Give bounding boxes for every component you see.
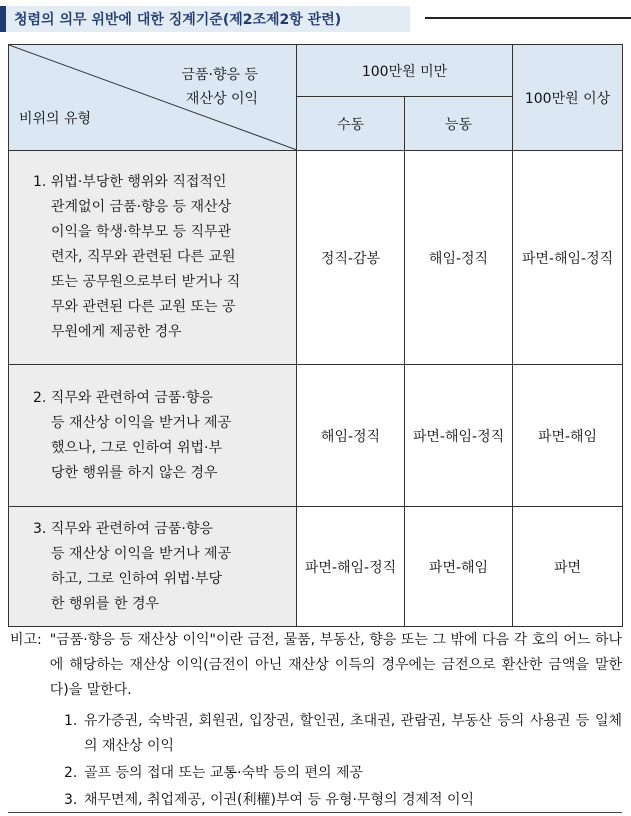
cell-passive: 정직-감봉 — [297, 151, 405, 365]
category-line: 등 재산상 이익을 받거나 제공 — [51, 545, 232, 562]
list-number: 2. — [64, 765, 78, 781]
category-line: 1. 위법·부당한 행위와 직접적인 — [33, 174, 227, 190]
category-line: 등 재산상 이익을 받거나 제공 — [51, 414, 232, 431]
category-line: 하고, 그로 인하여 위법·부당 — [51, 570, 223, 587]
category-line: 관계없이 금품·향응 등 재산상 — [51, 199, 232, 215]
header-passive: 수동 — [297, 97, 405, 151]
row-category — [9, 365, 297, 507]
diag-bottom-label: 비위의 유형 — [19, 111, 92, 127]
category-line: 이익을 학생·학부모 등 직무관 — [51, 224, 232, 240]
cell-over: 파면-해임-정직 — [513, 151, 623, 365]
table-row — [9, 507, 623, 627]
category-line: 2. 직무와 관련하여 금품·향응 — [33, 389, 213, 406]
category-line: 또는 공무원으로부터 받거나 직 — [51, 274, 241, 290]
list-number: 1. — [64, 713, 78, 729]
category-line: 무원에게 제공한 경우 — [51, 324, 182, 340]
discipline-table — [8, 44, 623, 627]
diag-top-line2: 재산상 이익 — [185, 91, 258, 107]
header-under-100: 100만원 미만 — [297, 45, 513, 97]
title-box — [6, 6, 410, 32]
list-number: 3. — [64, 792, 78, 808]
note-section — [8, 628, 622, 815]
note-body: "금품·향응 등 재산상 이익"이란 금전, 물품, 부동산, 향응 또는 그 밖에 다음 각 호의 어느 하나에 해당하는 재산상 이익(금전이 아닌 재산상 이득의 경우에는 금전으로 환산한 금액을 말한다)을 말한다. — [49, 632, 622, 698]
row-category — [9, 151, 297, 365]
cell-active: 해임-정직 — [405, 151, 513, 365]
header-over-100: 100만원 이상 — [513, 45, 623, 151]
list-item — [64, 709, 622, 759]
category-line: 무와 관련된 다른 교원 또는 공 — [51, 299, 236, 315]
table-row — [9, 151, 623, 365]
row-category — [9, 507, 297, 627]
cell-over: 파면-해임 — [513, 365, 623, 507]
table-row — [9, 365, 623, 507]
cell-over: 파면 — [513, 507, 623, 627]
list-item — [64, 788, 622, 813]
diagonal-header-cell — [9, 45, 297, 151]
page-title: 청렴의 의무 위반에 대한 징계기준(제2조제2항 관련) — [14, 12, 342, 28]
note-lead: 비고: — [10, 632, 42, 648]
header-active: 능동 — [405, 97, 513, 151]
category-line: 련자, 직무와 관련된 다른 교원 — [51, 249, 236, 265]
list-item — [64, 761, 622, 786]
category-line: 했으나, 그로 인하여 위법·부 — [51, 439, 223, 456]
category-line: 3. 직무와 관련하여 금품·향응 — [33, 520, 213, 537]
list-text: 유가증권, 숙박권, 회원권, 입장권, 할인권, 초대권, 관람권, 부동산 등의 사용권 등 일체의 재산상 이익 — [84, 713, 622, 754]
title-rule — [425, 17, 631, 19]
bottom-rule — [8, 812, 622, 813]
cell-active: 파면-해임 — [405, 507, 513, 627]
category-line: 한 행위를 한 경우 — [51, 595, 160, 612]
note-list — [8, 709, 622, 813]
list-text: 골프 등의 접대 또는 교통·숙박 등의 편의 제공 — [84, 765, 364, 781]
cell-active: 파면-해임-정직 — [405, 365, 513, 507]
title-bar — [0, 0, 631, 36]
cell-passive: 해임-정직 — [297, 365, 405, 507]
cell-passive: 파면-해임-정직 — [297, 507, 405, 627]
category-line: 당한 행위를 하지 않은 경우 — [51, 464, 218, 481]
diag-top-line1: 금품·향응 등 — [181, 67, 258, 83]
list-text: 채무면제, 취업제공, 이권(利權)부여 등 유형·무형의 경제적 이익 — [84, 792, 475, 808]
